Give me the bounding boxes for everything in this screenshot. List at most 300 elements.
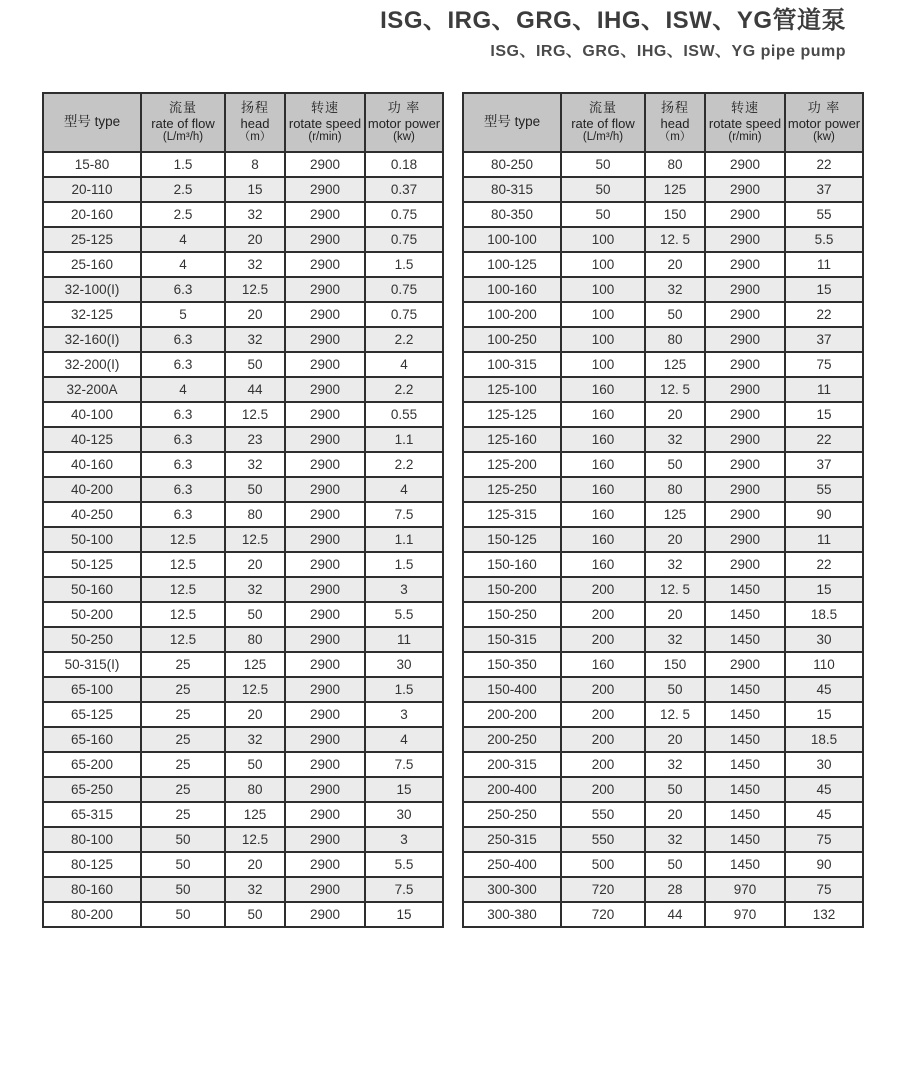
cell-flow: 4 (141, 252, 225, 277)
cell-flow: 5 (141, 302, 225, 327)
cell-type: 150-200 (463, 577, 561, 602)
cell-speed: 2900 (285, 427, 365, 452)
cell-head: 80 (225, 777, 285, 802)
cell-head: 12.5 (225, 827, 285, 852)
cell-type: 40-250 (43, 502, 141, 527)
cell-speed: 2900 (285, 702, 365, 727)
table-row (463, 477, 863, 502)
cell-flow: 6.3 (141, 427, 225, 452)
table-row (43, 177, 443, 202)
cell-head: 50 (645, 677, 705, 702)
cell-type: 50-200 (43, 602, 141, 627)
table-row (43, 552, 443, 577)
cell-head: 80 (645, 152, 705, 177)
cell-speed: 1450 (705, 777, 785, 802)
table-row (463, 502, 863, 527)
cell-flow: 25 (141, 677, 225, 702)
column-header-power: 功 率 motor power (kw) (785, 93, 863, 152)
cell-power: 11 (785, 377, 863, 402)
cell-type: 32-200A (43, 377, 141, 402)
table-header (43, 93, 443, 152)
cell-head: 50 (645, 452, 705, 477)
cell-type: 15-80 (43, 152, 141, 177)
cell-flow: 6.3 (141, 277, 225, 302)
cell-flow: 6.3 (141, 502, 225, 527)
table-row (43, 352, 443, 377)
cell-power: 15 (365, 777, 443, 802)
cell-speed: 2900 (285, 727, 365, 752)
cell-power: 0.75 (365, 202, 443, 227)
column-header-speed: 转速 rotate speed (r/min) (705, 93, 785, 152)
cell-power: 15 (785, 577, 863, 602)
cell-speed: 1450 (705, 627, 785, 652)
cell-power: 1.5 (365, 252, 443, 277)
cell-head: 125 (225, 652, 285, 677)
cell-speed: 2900 (285, 352, 365, 377)
column-header-head: 扬程 head （m） (645, 93, 705, 152)
table-row (463, 702, 863, 727)
cell-head: 32 (645, 827, 705, 852)
cell-flow: 6.3 (141, 477, 225, 502)
table-row (463, 877, 863, 902)
cell-power: 45 (785, 677, 863, 702)
cell-head: 44 (645, 902, 705, 927)
cell-power: 37 (785, 452, 863, 477)
cell-flow: 200 (561, 677, 645, 702)
cell-power: 75 (785, 352, 863, 377)
cell-head: 125 (225, 802, 285, 827)
page-subtitle: ISG、IRG、GRG、IHG、ISW、YG pipe pump (490, 43, 846, 60)
cell-head: 12. 5 (645, 702, 705, 727)
cell-power: 22 (785, 302, 863, 327)
cell-power: 0.55 (365, 402, 443, 427)
table-header (463, 93, 863, 152)
cell-type: 20-160 (43, 202, 141, 227)
cell-speed: 2900 (285, 277, 365, 302)
cell-speed: 2900 (285, 252, 365, 277)
table-row (43, 327, 443, 352)
cell-type: 65-100 (43, 677, 141, 702)
cell-flow: 160 (561, 527, 645, 552)
cell-speed: 2900 (705, 552, 785, 577)
table-row (463, 352, 863, 377)
cell-type: 80-350 (463, 202, 561, 227)
cell-power: 11 (785, 527, 863, 552)
table-row (463, 152, 863, 177)
cell-speed: 2900 (285, 377, 365, 402)
cell-speed: 2900 (285, 202, 365, 227)
cell-speed: 1450 (705, 577, 785, 602)
cell-type: 32-160(I) (43, 327, 141, 352)
cell-flow: 12.5 (141, 527, 225, 552)
cell-type: 65-250 (43, 777, 141, 802)
cell-speed: 2900 (285, 502, 365, 527)
cell-power: 0.75 (365, 227, 443, 252)
cell-type: 300-380 (463, 902, 561, 927)
cell-flow: 160 (561, 427, 645, 452)
cell-power: 0.18 (365, 152, 443, 177)
cell-flow: 550 (561, 802, 645, 827)
cell-head: 80 (645, 477, 705, 502)
cell-speed: 2900 (285, 577, 365, 602)
cell-type: 150-350 (463, 652, 561, 677)
cell-head: 15 (225, 177, 285, 202)
cell-flow: 4 (141, 377, 225, 402)
cell-speed: 2900 (705, 202, 785, 227)
table-row (43, 427, 443, 452)
cell-speed: 2900 (705, 477, 785, 502)
cell-type: 40-100 (43, 402, 141, 427)
table-row (43, 827, 443, 852)
cell-power: 110 (785, 652, 863, 677)
title-block (380, 6, 846, 61)
cell-head: 32 (645, 277, 705, 302)
cell-power: 15 (785, 702, 863, 727)
cell-type: 100-250 (463, 327, 561, 352)
cell-flow: 200 (561, 777, 645, 802)
cell-power: 1.5 (365, 677, 443, 702)
table-row (463, 527, 863, 552)
cell-speed: 1450 (705, 827, 785, 852)
cell-speed: 2900 (285, 802, 365, 827)
table-row (463, 627, 863, 652)
cell-head: 32 (225, 877, 285, 902)
cell-type: 20-110 (43, 177, 141, 202)
cell-power: 3 (365, 702, 443, 727)
cell-power: 15 (785, 277, 863, 302)
cell-power: 7.5 (365, 502, 443, 527)
table-row (43, 202, 443, 227)
cell-speed: 2900 (705, 652, 785, 677)
table-row (43, 277, 443, 302)
cell-type: 300-300 (463, 877, 561, 902)
cell-type: 32-200(I) (43, 352, 141, 377)
cell-flow: 100 (561, 302, 645, 327)
cell-speed: 2900 (285, 477, 365, 502)
cell-power: 0.37 (365, 177, 443, 202)
cell-flow: 12.5 (141, 577, 225, 602)
cell-type: 200-200 (463, 702, 561, 727)
cell-head: 20 (645, 402, 705, 427)
cell-head: 20 (225, 302, 285, 327)
cell-head: 50 (225, 477, 285, 502)
cell-head: 150 (645, 202, 705, 227)
cell-type: 80-315 (463, 177, 561, 202)
cell-head: 12.5 (225, 277, 285, 302)
cell-speed: 2900 (285, 327, 365, 352)
cell-speed: 2900 (285, 302, 365, 327)
cell-type: 100-160 (463, 277, 561, 302)
cell-type: 125-125 (463, 402, 561, 427)
cell-type: 65-160 (43, 727, 141, 752)
cell-head: 20 (645, 727, 705, 752)
cell-speed: 1450 (705, 752, 785, 777)
cell-type: 100-100 (463, 227, 561, 252)
cell-flow: 25 (141, 777, 225, 802)
cell-speed: 2900 (705, 402, 785, 427)
cell-flow: 200 (561, 752, 645, 777)
cell-speed: 2900 (285, 627, 365, 652)
cell-speed: 970 (705, 877, 785, 902)
cell-speed: 1450 (705, 702, 785, 727)
cell-flow: 720 (561, 877, 645, 902)
cell-type: 125-100 (463, 377, 561, 402)
cell-head: 12.5 (225, 677, 285, 702)
cell-type: 125-160 (463, 427, 561, 452)
cell-head: 125 (645, 352, 705, 377)
cell-power: 55 (785, 477, 863, 502)
cell-speed: 1450 (705, 602, 785, 627)
column-header-type: 型号 type (43, 93, 141, 152)
cell-speed: 2900 (705, 227, 785, 252)
cell-speed: 2900 (705, 452, 785, 477)
cell-type: 32-125 (43, 302, 141, 327)
cell-flow: 6.3 (141, 402, 225, 427)
cell-type: 200-400 (463, 777, 561, 802)
cell-type: 250-250 (463, 802, 561, 827)
table-row (463, 652, 863, 677)
cell-type: 125-200 (463, 452, 561, 477)
cell-head: 50 (645, 852, 705, 877)
cell-flow: 50 (141, 852, 225, 877)
cell-head: 32 (225, 202, 285, 227)
cell-flow: 2.5 (141, 202, 225, 227)
cell-flow: 100 (561, 252, 645, 277)
spec-tables-container (42, 92, 864, 928)
cell-power: 1.1 (365, 427, 443, 452)
cell-speed: 2900 (705, 327, 785, 352)
cell-head: 32 (645, 627, 705, 652)
cell-speed: 2900 (705, 502, 785, 527)
table-row (43, 802, 443, 827)
cell-power: 22 (785, 552, 863, 577)
cell-speed: 2900 (705, 252, 785, 277)
cell-type: 200-250 (463, 727, 561, 752)
cell-flow: 12.5 (141, 627, 225, 652)
cell-speed: 2900 (705, 377, 785, 402)
table-row (463, 802, 863, 827)
cell-speed: 2900 (705, 152, 785, 177)
cell-type: 150-160 (463, 552, 561, 577)
cell-type: 200-315 (463, 752, 561, 777)
page-title: ISG、IRG、GRG、IHG、ISW、YG管道泵 (380, 7, 846, 34)
cell-power: 5.5 (365, 852, 443, 877)
cell-type: 250-400 (463, 852, 561, 877)
cell-type: 150-250 (463, 602, 561, 627)
cell-speed: 2900 (705, 352, 785, 377)
cell-head: 20 (645, 602, 705, 627)
cell-speed: 2900 (285, 402, 365, 427)
cell-power: 132 (785, 902, 863, 927)
column-header-flow: 流量 rate of flow (L/m³/h) (561, 93, 645, 152)
table-row (463, 327, 863, 352)
cell-type: 100-125 (463, 252, 561, 277)
cell-power: 30 (785, 752, 863, 777)
cell-head: 12. 5 (645, 377, 705, 402)
table-row (43, 627, 443, 652)
cell-speed: 2900 (285, 152, 365, 177)
cell-flow: 100 (561, 227, 645, 252)
table-row (463, 727, 863, 752)
table-row (463, 277, 863, 302)
table-row (43, 877, 443, 902)
cell-power: 3 (365, 827, 443, 852)
table-row (463, 452, 863, 477)
table-row (463, 177, 863, 202)
cell-type: 80-100 (43, 827, 141, 852)
table-row (43, 777, 443, 802)
cell-flow: 500 (561, 852, 645, 877)
table-row (43, 252, 443, 277)
cell-power: 7.5 (365, 877, 443, 902)
cell-flow: 6.3 (141, 327, 225, 352)
cell-flow: 200 (561, 602, 645, 627)
cell-speed: 970 (705, 902, 785, 927)
cell-power: 2.2 (365, 327, 443, 352)
cell-head: 32 (225, 327, 285, 352)
cell-speed: 2900 (705, 177, 785, 202)
cell-type: 50-160 (43, 577, 141, 602)
cell-head: 50 (225, 602, 285, 627)
cell-type: 80-250 (463, 152, 561, 177)
cell-flow: 50 (561, 177, 645, 202)
cell-flow: 6.3 (141, 452, 225, 477)
cell-power: 22 (785, 427, 863, 452)
column-header-type: 型号 type (463, 93, 561, 152)
cell-power: 37 (785, 177, 863, 202)
cell-flow: 160 (561, 402, 645, 427)
cell-type: 40-160 (43, 452, 141, 477)
cell-head: 125 (645, 177, 705, 202)
cell-type: 50-100 (43, 527, 141, 552)
table-row (43, 377, 443, 402)
cell-head: 80 (225, 502, 285, 527)
cell-head: 20 (225, 552, 285, 577)
cell-power: 3 (365, 577, 443, 602)
cell-head: 50 (225, 752, 285, 777)
table-row (463, 752, 863, 777)
table-row (43, 527, 443, 552)
cell-power: 2.2 (365, 377, 443, 402)
cell-type: 25-125 (43, 227, 141, 252)
cell-speed: 2900 (285, 752, 365, 777)
cell-speed: 2900 (285, 227, 365, 252)
cell-type: 80-200 (43, 902, 141, 927)
cell-flow: 160 (561, 452, 645, 477)
cell-head: 32 (225, 452, 285, 477)
cell-flow: 50 (141, 877, 225, 902)
cell-flow: 160 (561, 552, 645, 577)
cell-head: 23 (225, 427, 285, 452)
table-row (463, 902, 863, 927)
cell-type: 50-125 (43, 552, 141, 577)
cell-speed: 2900 (285, 552, 365, 577)
cell-flow: 25 (141, 752, 225, 777)
cell-speed: 2900 (285, 527, 365, 552)
cell-flow: 6.3 (141, 352, 225, 377)
cell-flow: 12.5 (141, 552, 225, 577)
table-row (463, 552, 863, 577)
cell-head: 32 (645, 752, 705, 777)
cell-head: 20 (645, 252, 705, 277)
cell-flow: 160 (561, 377, 645, 402)
table-row (43, 677, 443, 702)
cell-speed: 2900 (705, 302, 785, 327)
cell-power: 5.5 (785, 227, 863, 252)
cell-type: 40-125 (43, 427, 141, 452)
cell-power: 45 (785, 777, 863, 802)
cell-type: 100-315 (463, 352, 561, 377)
cell-flow: 50 (561, 202, 645, 227)
cell-type: 125-315 (463, 502, 561, 527)
cell-power: 37 (785, 327, 863, 352)
cell-power: 1.5 (365, 552, 443, 577)
cell-flow: 100 (561, 327, 645, 352)
cell-head: 32 (225, 727, 285, 752)
cell-power: 4 (365, 352, 443, 377)
cell-type: 150-125 (463, 527, 561, 552)
cell-power: 18.5 (785, 727, 863, 752)
cell-flow: 12.5 (141, 602, 225, 627)
cell-speed: 2900 (285, 452, 365, 477)
cell-type: 80-125 (43, 852, 141, 877)
cell-flow: 200 (561, 627, 645, 652)
cell-flow: 160 (561, 477, 645, 502)
cell-power: 30 (785, 627, 863, 652)
cell-speed: 2900 (285, 902, 365, 927)
table-row (43, 227, 443, 252)
cell-head: 32 (645, 427, 705, 452)
cell-power: 2.2 (365, 452, 443, 477)
cell-power: 22 (785, 152, 863, 177)
cell-speed: 2900 (285, 677, 365, 702)
cell-flow: 720 (561, 902, 645, 927)
table-row (43, 702, 443, 727)
table-row (43, 452, 443, 477)
cell-power: 7.5 (365, 752, 443, 777)
table-row (43, 402, 443, 427)
cell-power: 45 (785, 802, 863, 827)
cell-speed: 2900 (285, 602, 365, 627)
cell-power: 1.1 (365, 527, 443, 552)
table-row (463, 377, 863, 402)
cell-flow: 25 (141, 702, 225, 727)
cell-speed: 1450 (705, 677, 785, 702)
cell-speed: 2900 (285, 827, 365, 852)
spec-table-left (42, 92, 444, 928)
table-row (43, 727, 443, 752)
cell-speed: 2900 (285, 852, 365, 877)
cell-power: 5.5 (365, 602, 443, 627)
cell-speed: 1450 (705, 852, 785, 877)
cell-head: 50 (225, 352, 285, 377)
cell-speed: 2900 (285, 177, 365, 202)
table-row (43, 152, 443, 177)
table-row (463, 577, 863, 602)
cell-power: 15 (365, 902, 443, 927)
cell-power: 30 (365, 652, 443, 677)
cell-head: 20 (225, 702, 285, 727)
cell-flow: 160 (561, 652, 645, 677)
table-row (43, 302, 443, 327)
column-header-speed: 转速 rotate speed (r/min) (285, 93, 365, 152)
cell-speed: 2900 (705, 427, 785, 452)
cell-flow: 50 (561, 152, 645, 177)
cell-type: 50-250 (43, 627, 141, 652)
table-row (43, 502, 443, 527)
table-row (463, 252, 863, 277)
cell-head: 50 (645, 777, 705, 802)
